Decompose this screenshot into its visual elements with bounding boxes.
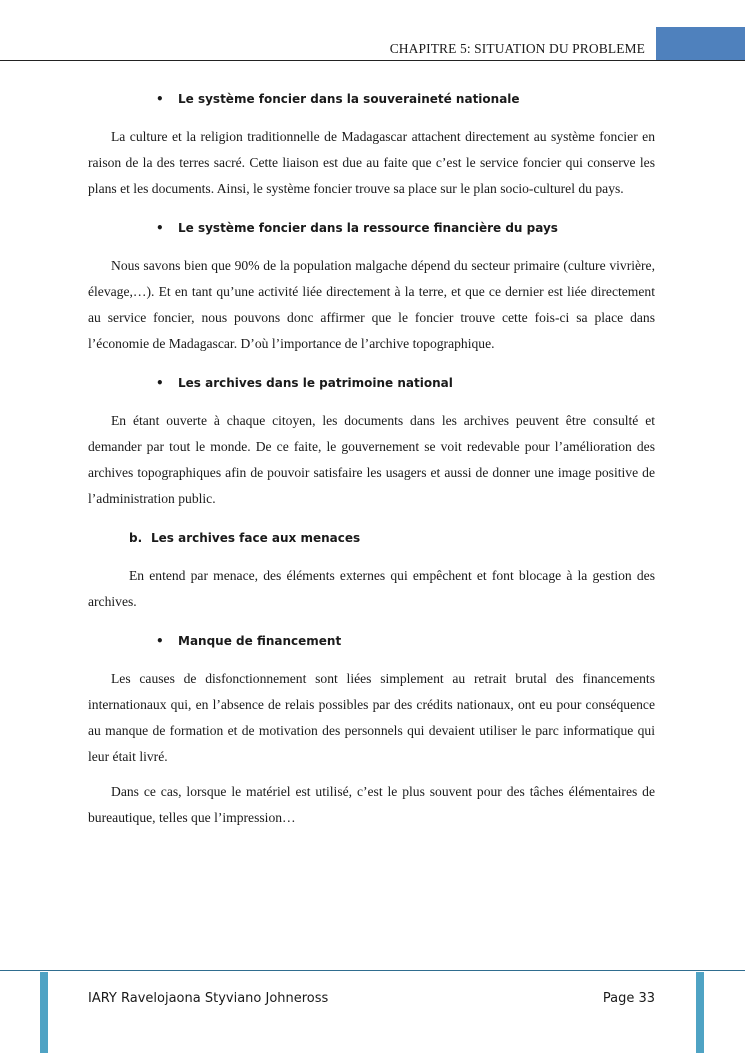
subsection-heading (88, 529, 655, 547)
page-content (88, 80, 655, 831)
paragraph: Dans ce cas, lorsque le matériel est utilisé, c’est le plus souvent pour des tâches élémentaires de bureautique, telles que l’impression… (88, 784, 655, 825)
bullet-glyph: • (156, 92, 164, 106)
paragraph: En étant ouverte à chaque citoyen, les documents dans les archives peuvent être consulté et demander par tout le monde. De ce faite, le gouvernement se voit redevable pour l’amélioration des archives topographiques afin de pouvoir satisfaire les usagers et aussi de donner une image positive de l’administration public. (88, 413, 655, 506)
bullet-glyph: • (156, 376, 164, 390)
paragraph: Nous savons bien que 90% de la population malgache dépend du secteur primaire (culture vivrière, élevage,…). Et en tant qu’une activité liée directement à la terre, et que ce dernier est liée directement au service foncier, nous pouvons donc affirmer que le foncier trouve cette fois-ci sa place dans l’économie de Madagascar. D’où l’importance de l’archive topographique. (88, 258, 655, 351)
bullet-heading (88, 632, 655, 650)
bullet-glyph: • (156, 634, 164, 648)
page-number: Page 33 (602, 991, 655, 1006)
header-rule (0, 60, 745, 61)
subsection-heading-text: Les archives face aux menaces (151, 531, 361, 545)
chapter-header: CHAPITRE 5: SITUATION DU PROBLEME (389, 41, 645, 56)
bullet-heading (88, 219, 655, 237)
bullet-heading-text: Les archives dans le patrimoine national (178, 376, 453, 390)
footer-rule (0, 970, 745, 971)
paragraph: Les causes de disfonctionnement sont liées simplement au retrait brutal des financements internationaux qui, en l’absence de relais possibles par des crédits nationaux, ont eu pour conséquence au manque de formation et de motivation des personnels qui devaient utiliser le parc informatique qui leur était livré. (88, 671, 655, 764)
bullet-heading-text: Le système foncier dans la souveraineté nationale (178, 92, 520, 106)
header-accent-block (656, 27, 745, 60)
paragraph: En entend par menace, des éléments externes qui empêchent et font blocage à la gestion des archives. (88, 568, 655, 609)
footer-author: IARY Ravelojaona Styviano Johneross (88, 991, 329, 1006)
bullet-heading-text: Manque de financement (178, 634, 342, 648)
footer-bar-right (696, 972, 704, 1053)
bullet-heading (88, 374, 655, 392)
subsection-letter: b. (129, 531, 143, 545)
paragraph: La culture et la religion traditionnelle de Madagascar attachent directement au système foncier en raison de la des terres sacré. Cette liaison est due au faite que c’est le service foncier qui conserve les plans et les documents. Ainsi, le système foncier trouve sa place sur le plan socio-culturel du pays. (88, 129, 655, 196)
bullet-heading (88, 90, 655, 108)
bullet-heading-text: Le système foncier dans la ressource financière du pays (178, 221, 558, 235)
footer-bar-left (40, 972, 48, 1053)
bullet-glyph: • (156, 221, 164, 235)
